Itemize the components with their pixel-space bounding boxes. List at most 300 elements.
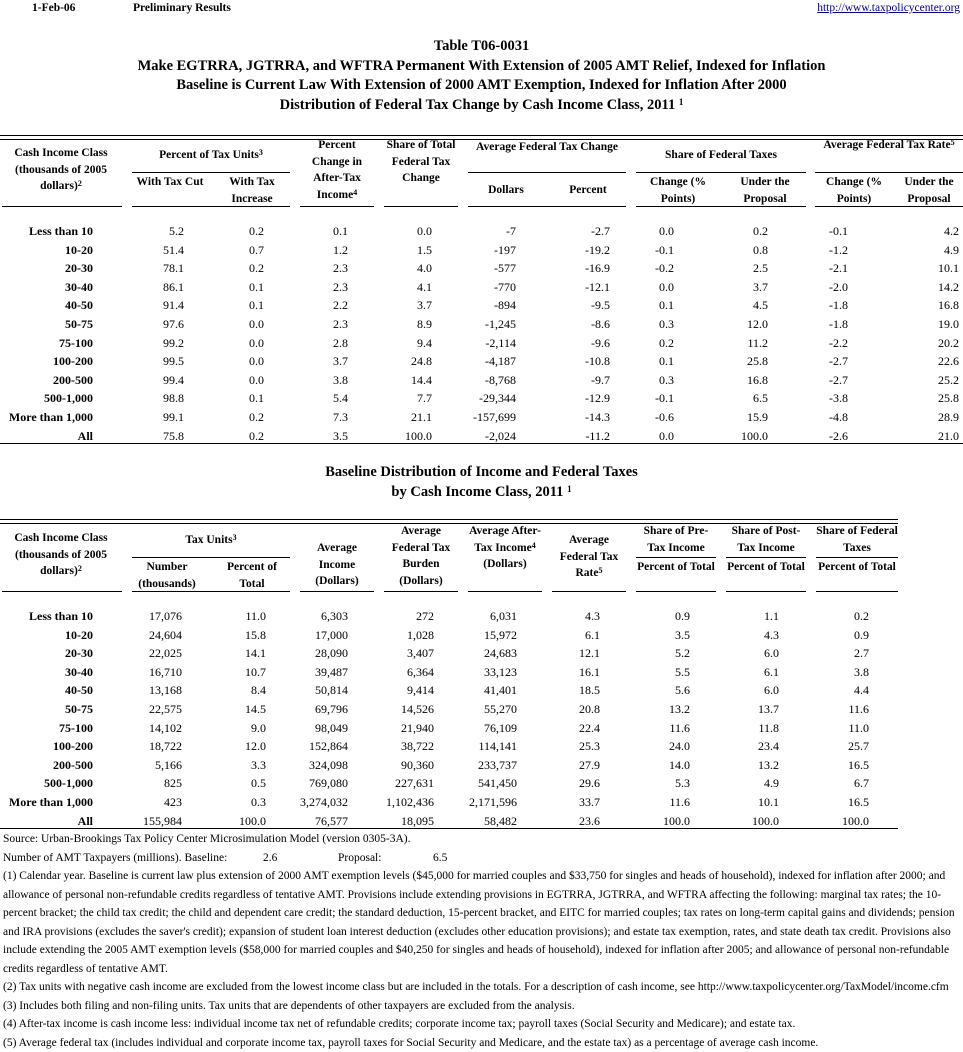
footnote-5: (5) Average federal tax (includes individual and corporate income tax, payroll taxes for Social Security and Medicare, and the estate tax) as a percentage of average cash income. [3,1034,958,1052]
table-cell: 3,407 [407,646,434,661]
table-cell: -8.6 [591,317,610,332]
footnote-2: (2) Tax units with negative cash income are excluded from the lowest income class but are included in the totals. For a description of cash income, see http://www.taxpolicycenter.org/TaxModel/income.cfm [3,978,958,997]
table-cell: 0.3 [251,795,266,810]
table-cell: 0.2 [753,224,768,239]
table-row [0,665,963,684]
table-cell: 11.0 [245,609,266,624]
table-cell: 152,864 [309,739,348,754]
table-cell: 75.8 [163,429,184,444]
table-cell: 1.1 [764,609,779,624]
row-label: 75-100 [0,336,93,351]
table-cell: 423 [164,795,182,810]
table-cell: 1,028 [407,628,434,643]
table-cell: 41,401 [484,683,517,698]
t1-header-share-fed-taxes: Share of Federal Taxes [636,147,806,164]
table-cell: -2,024 [485,429,516,444]
table-cell: 324,098 [309,758,348,773]
table-cell: 76,109 [484,721,517,736]
t1-header-pct-tax-units: Percent of Tax Units$^3$ [132,147,290,164]
row-label: 500-1,000 [0,391,93,406]
table-cell: 3.8 [854,665,869,680]
table-row [0,628,963,647]
table-cell: 3.7 [417,298,432,313]
table-cell: 20.2 [938,336,959,351]
table-cell: 25.3 [579,739,600,754]
table-cell: 5.3 [675,776,690,791]
table-cell: 0.3 [659,317,674,332]
table-row [0,298,963,317]
table-row [0,776,963,795]
table-cell: 9.0 [251,721,266,736]
table-cell: -157,699 [473,410,516,425]
footnotes [3,830,958,1052]
table-cell: 0.8 [753,243,768,258]
table-cell: -1.2 [829,243,848,258]
row-label: 200-500 [0,373,93,388]
table-cell: 227,631 [395,776,434,791]
table-cell: 14.0 [669,758,690,773]
table-cell: 38,722 [401,739,434,754]
table-cell: 19.0 [938,317,959,332]
table-cell: 0.0 [659,280,674,295]
table-cell: 233,737 [478,758,517,773]
table-cell: -0.1 [829,224,848,239]
table-cell: -9.7 [591,373,610,388]
table-cell: -4.8 [829,410,848,425]
table-cell: 4.2 [944,224,959,239]
table-cell: 13,168 [149,683,182,698]
table-cell: 91.4 [163,298,184,313]
table-cell: 4.3 [764,628,779,643]
table-cell: -2.7 [829,354,848,369]
table-cell: -894 [494,298,516,313]
t1-header-share-under-proposal: Under the Proposal [724,174,806,207]
table-cell: -19.2 [585,243,610,258]
table-cell: -2,114 [485,336,516,351]
table-cell: 2.2 [333,298,348,313]
table-cell: 20.8 [579,702,600,717]
table1-bottom-rule [0,443,963,444]
table-cell: 12.1 [579,646,600,661]
table-cell: 11.6 [848,702,869,717]
table-cell: 2.3 [333,317,348,332]
row-label: 40-50 [0,298,93,313]
table-row [0,683,963,702]
row-label: Less than 10 [0,224,93,239]
table-cell: 13.2 [758,758,779,773]
table-cell: 9.4 [417,336,432,351]
report-status: Preliminary Results [133,2,231,14]
table-cell: 2.5 [753,261,768,276]
table-cell: 2.3 [333,261,348,276]
t1-header-avg-fed-tax-change: Average Federal Tax Change [468,139,626,156]
table-cell: 10.7 [245,665,266,680]
table-cell: 24.8 [411,354,432,369]
table-cell: 5.5 [675,665,690,680]
table-cell: 3.7 [753,280,768,295]
table-cell: 22.4 [579,721,600,736]
table-cell: 99.4 [163,373,184,388]
table-cell: -1.8 [829,298,848,313]
table-cell: 25.8 [747,354,768,369]
table-cell: 6,303 [321,609,348,624]
row-label: 100-200 [0,354,93,369]
table-cell: 14,102 [149,721,182,736]
table-cell: 2.3 [333,280,348,295]
table-cell: 29.6 [579,776,600,791]
row-label: 10-20 [0,628,93,643]
table-cell: 14.1 [245,646,266,661]
table-cell: 98.8 [163,391,184,406]
table-cell: 0.2 [249,261,264,276]
table-cell: 7.3 [333,410,348,425]
table-cell: 13.7 [758,702,779,717]
t1-header-rate-under-proposal: Under the Proposal [895,174,963,207]
row-label: All [0,814,93,829]
t1-header-percent: Percent [550,182,626,199]
t2-header-share-fed-taxes-pct: Percent of Total [816,559,898,576]
table-cell: 16,710 [149,665,182,680]
table-cell: 0.9 [675,609,690,624]
row-label: 10-20 [0,243,93,258]
table-cell: 769,080 [309,776,348,791]
table-cell: 33.7 [579,795,600,810]
table-cell: 0.7 [249,243,264,258]
table-row [0,609,963,628]
table-row [0,261,963,280]
table-cell: 1,102,436 [386,795,434,810]
table-cell: -3.8 [829,391,848,406]
table-cell: 25.8 [938,391,959,406]
row-label: More than 1,000 [0,795,93,810]
t2-header-avg-after-tax-income: Average After-Tax Income$^4$ (Dollars) [468,523,542,573]
table-cell: 3.3 [251,758,266,773]
table-cell: 16.8 [747,373,768,388]
table-cell: 4.0 [417,261,432,276]
table-cell: -12.9 [585,391,610,406]
table-cell: 3.7 [333,354,348,369]
table-row [0,795,963,814]
row-label: More than 1,000 [0,410,93,425]
table-cell: 50,814 [315,683,348,698]
table-cell: 39,487 [315,665,348,680]
footnote-1: (1) Calendar year. Baseline is current law plus extension of 2000 AMT exemption levels ($45,000 for married couples and $33,750 for singles and heads of household), indexed for inflation after 2000; and allowance of personal non-refundable credits regardless of tentative AMT. Provisions include extending provisions in EGTRRA, JGTRRA, and WFTRA affecting the following: marginal tax rates; the 10-percent bracket; the child tax credit; the child and dependent care credit; the standard deduction, 15-percent bracket, and EITC for married couples; tax rates on long-term capital gains and dividends; pension and IRA provisions (excludes the saver's credit); expansion of student loan interest deduction (excludes other education provisions); and estate tax exemption, rates, and state death tax credit. Provisions also include extending the 2005 AMT exemption levels ($58,000 for married couples and $40,250 for singles and heads of household), indexed for inflation after 2005; and allowance of personal non-refundable credits regardless of tentative AMT. [3,867,958,978]
t2-header-avg-income: Average Income (Dollars) [300,540,374,590]
table-cell: 16.1 [579,665,600,680]
table-cell: 6.0 [764,683,779,698]
table-cell: 11.6 [669,795,690,810]
row-label: 100-200 [0,739,93,754]
table-cell: 1.5 [417,243,432,258]
table-cell: 25.2 [938,373,959,388]
t2-header-share-fed-taxes: Share of Federal Taxes [816,523,898,556]
table-cell: 0.2 [854,609,869,624]
table-cell: 8.9 [417,317,432,332]
table2-title-block [0,462,963,502]
row-label: All [0,429,93,444]
table-baseline-title: Baseline is Current Law With Extension of 2000 AMT Exemption, Indexed for Inflation After 2000 [0,76,963,96]
table-cell: 24,604 [149,628,182,643]
table-cell: 6.0 [764,646,779,661]
table-cell: 541,450 [478,776,517,791]
row-label: 50-75 [0,702,93,717]
table-row [0,646,963,665]
amt-baseline-value: 2.6 [263,849,338,868]
table-cell: 0.0 [249,317,264,332]
t2-header-share-posttax-pct: Percent of Total [726,559,806,576]
table-cell: 16.8 [938,298,959,313]
table-cell: 11.0 [848,721,869,736]
table-cell: 14,526 [401,702,434,717]
table-cell: 76,577 [315,814,348,829]
table-cell: 21.1 [411,410,432,425]
table-cell: 99.5 [163,354,184,369]
table-cell: 0.5 [251,776,266,791]
table-cell: 22.6 [938,354,959,369]
table-cell: 22,575 [149,702,182,717]
row-label: 50-75 [0,317,93,332]
table-cell: 100.0 [405,429,432,444]
table-row [0,739,963,758]
table-cell: 5.4 [333,391,348,406]
table-cell: -2.7 [591,224,610,239]
table-cell: 24,683 [484,646,517,661]
table-cell: 12.0 [245,739,266,754]
table-cell: 0.1 [249,280,264,295]
table-cell: -2.2 [829,336,848,351]
t2-header-share-pretax-pct: Percent of Total [636,559,716,576]
table-cell: 4.3 [585,609,600,624]
table-cell: -10.8 [585,354,610,369]
table-cell: 23.6 [579,814,600,829]
table-cell: 114,141 [478,739,517,754]
table-cell: 0.0 [417,224,432,239]
table-cell: -2.1 [829,261,848,276]
table-cell: 14.5 [245,702,266,717]
t1-header-dollars: Dollars [468,182,544,199]
table-cell: -4,187 [485,354,516,369]
table-cell: 12.0 [747,317,768,332]
table-cell: 0.0 [659,224,674,239]
table-cell: -16.9 [585,261,610,276]
table-cell: 5.2 [169,224,184,239]
table-cell: 0.0 [249,336,264,351]
site-link[interactable]: http://www.taxpolicycenter.org [817,2,960,14]
table-cell: 13.2 [669,702,690,717]
table-cell: 2,171,596 [469,795,517,810]
table-cell: 6.7 [854,776,869,791]
table-cell: 6.5 [753,391,768,406]
t2-header-number: Number (thousands) [132,559,202,592]
table-cell: 11.8 [758,721,779,736]
table-cell: 3.8 [333,373,348,388]
table-row [0,280,963,299]
row-label: 75-100 [0,721,93,736]
table-cell: 58,482 [484,814,517,829]
table-cell: -12.1 [585,280,610,295]
table-cell: 33,123 [484,665,517,680]
t1-header-rate-change-pts: Change (% Points) [815,174,893,207]
table-cell: 100.0 [842,814,869,829]
table-title: Make EGTRRA, JGTRRA, and WFTRA Permanent With Extension of 2005 AMT Relief, Indexed for Inflation [0,57,963,77]
table-cell: 15.9 [747,410,768,425]
table-cell: 28,090 [315,646,348,661]
table-cell: 16.5 [848,795,869,810]
table-cell: 28.9 [938,410,959,425]
table-row [0,373,963,392]
table-cell: 22,025 [149,646,182,661]
table-cell: 0.1 [249,391,264,406]
t2-header-avg-fed-tax-burden: Average Federal Tax Burden (Dollars) [384,523,458,589]
table-cell: 2.7 [854,646,869,661]
table-cell: 23.4 [758,739,779,754]
table-cell: 11.2 [747,336,768,351]
table-row [0,317,963,336]
table-cell: 69,796 [315,702,348,717]
table-cell: -0.2 [655,261,674,276]
table-row [0,243,963,262]
t1-header-pct-change-after-tax: Percent Change in After-Tax Income$^4$ [300,137,374,203]
table-cell: -8,768 [485,373,516,388]
t2-header-tax-units: Tax Units$^3$ [132,532,290,549]
amt-taxpayers-note: Number of AMT Taxpayers (millions). Baseline: 2.6 Proposal: 6.5 [3,849,958,868]
table-cell: -9.6 [591,336,610,351]
row-label: 40-50 [0,683,93,698]
table-cell: -11.2 [585,429,610,444]
table-row [0,721,963,740]
table-row [0,410,963,429]
table-cell: 5,166 [155,758,182,773]
table-cell: 4.5 [753,298,768,313]
row-label: Less than 10 [0,609,93,624]
table-cell: 18,722 [149,739,182,754]
table-cell: 0.2 [249,410,264,425]
table-cell: -9.5 [591,298,610,313]
table-cell: 9,414 [407,683,434,698]
t2-header-share-posttax: Share of Post-Tax Income [726,523,806,556]
table-cell: 10.1 [758,795,779,810]
t1-header-with-tax-increase: With Tax Increase [214,174,290,207]
table-cell: -770 [494,280,516,295]
table-number: Table T06-0031 [0,37,963,57]
table-cell: 6,031 [490,609,517,624]
row-label: 500-1,000 [0,776,93,791]
table-cell: 4.1 [417,280,432,295]
table-cell: 25.7 [848,739,869,754]
table-cell: 0.2 [659,336,674,351]
table-cell: -14.3 [585,410,610,425]
table-cell: 2.8 [333,336,348,351]
table-cell: 99.2 [163,336,184,351]
table-cell: 99.1 [163,410,184,425]
table-cell: 24.0 [669,739,690,754]
table-row [0,224,963,243]
table-row [0,354,963,373]
table-cell: 4.9 [944,243,959,258]
row-label: 20-30 [0,261,93,276]
table-cell: 10.1 [938,261,959,276]
table-cell: 18,095 [401,814,434,829]
table-cell: 6,364 [407,665,434,680]
table-cell: 0.9 [854,628,869,643]
table-cell: 0.0 [249,373,264,388]
t1-header-income-class: Cash Income Class (thousands of 2005 dollars)$^2$ [2,145,120,195]
table-cell: 5.6 [675,683,690,698]
table-cell: 86.1 [163,280,184,295]
table-cell: 15,972 [484,628,517,643]
t1-header-avg-fed-tax-rate: Average Federal Tax Rate$^5$ [815,137,963,154]
table-cell: 100.0 [741,429,768,444]
table-cell: 6.1 [764,665,779,680]
table-cell: -1,245 [485,317,516,332]
table-cell: -29,344 [479,391,516,406]
table-cell: 14.4 [411,373,432,388]
footnote-3: (3) Includes both filing and non-filing units. Tax units that are dependents of other taxpayers are excluded from the analysis. [3,997,958,1016]
table-cell: 18.5 [579,683,600,698]
table-cell: -0.1 [655,243,674,258]
table-cell: 0.0 [659,429,674,444]
table2-bottom-rule [0,828,898,829]
table-cell: 272 [416,609,434,624]
table-cell: -197 [494,243,516,258]
table-cell: 3.5 [333,429,348,444]
table-row [0,429,963,448]
table-cell: 0.2 [249,429,264,444]
table-cell: 1.2 [333,243,348,258]
table-cell: 98,049 [315,721,348,736]
table-cell: 8.4 [251,683,266,698]
table-row [0,336,963,355]
t2-header-income-class: Cash Income Class (thousands of 2005 dollars)$^2$ [2,530,120,580]
table-cell: 5.2 [675,646,690,661]
table-cell: 16.5 [848,758,869,773]
amt-proposal-value: 6.5 [433,849,447,868]
table-cell: 0.1 [249,298,264,313]
table-cell: 15.8 [245,628,266,643]
table-cell: -2.7 [829,373,848,388]
table-cell: 55,270 [484,702,517,717]
table-cell: -0.6 [655,410,674,425]
table-cell: 51.4 [163,243,184,258]
table1-title-block [0,37,963,116]
report-date: 1-Feb-06 [32,2,75,14]
t1-header-with-tax-cut: With Tax Cut [132,174,208,191]
table-cell: 100.0 [752,814,779,829]
t2-header-avg-fed-tax-rate: Average Federal Tax Rate$^5$ [552,532,626,582]
table-cell: 21,940 [401,721,434,736]
table-cell: -7 [506,224,516,239]
row-label: 30-40 [0,280,93,295]
table-cell: 6.1 [585,628,600,643]
table-cell: 100.0 [239,814,266,829]
table-row [0,758,963,777]
table-cell: 27.9 [579,758,600,773]
table-cell: -2.0 [829,280,848,295]
t2-header-pct-total: Percent of Total [214,559,290,592]
table-cell: 4.9 [764,776,779,791]
source-note: Source: Urban-Brookings Tax Policy Center Microsimulation Model (version 0305-3A). [3,830,958,849]
table-cell: -2.6 [829,429,848,444]
table-cell: 14.2 [938,280,959,295]
table-cell: 0.2 [249,224,264,239]
table-cell: 155,984 [143,814,182,829]
table-cell: 0.3 [659,373,674,388]
table-cell: 97.6 [163,317,184,332]
table-cell: 0.1 [659,354,674,369]
table-cell: 21.0 [938,429,959,444]
footnote-4: (4) After-tax income is cash income less: individual income tax net of refundable credits; corporate income tax; payroll taxes (Social Security and Medicare); and estate tax. [3,1015,958,1034]
table-row [0,702,963,721]
